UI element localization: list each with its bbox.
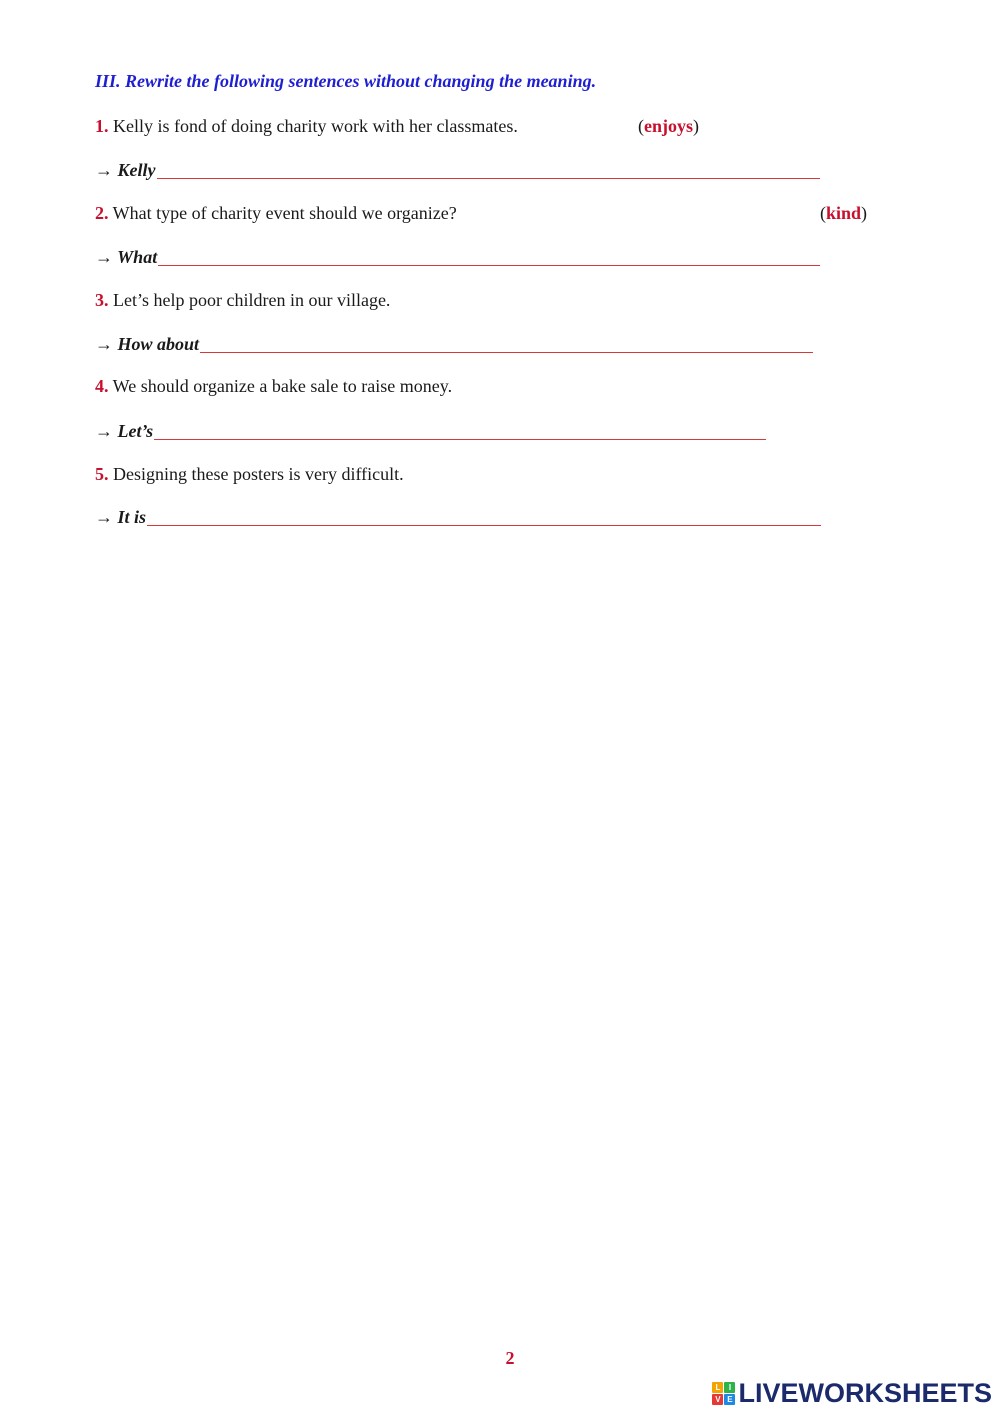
hint-open: ( <box>820 203 826 223</box>
question-3 <box>95 288 390 312</box>
question-text: Let’s help poor children in our village. <box>108 290 391 310</box>
brand-tile-e: E <box>724 1394 735 1405</box>
question-number: 3. <box>95 290 109 310</box>
answer-prefix: → Kelly <box>95 160 156 180</box>
liveworksheets-logo <box>712 1379 992 1407</box>
brand-text: LIVEWORKSHEETS <box>738 1378 992 1408</box>
hint-close: ) <box>861 203 868 223</box>
hint-word: enjoys <box>644 116 693 136</box>
answer-blank-2[interactable] <box>158 247 820 266</box>
question-text: Kelly is fond of doing charity work with her classmates. <box>108 116 518 136</box>
question-4 <box>95 374 452 398</box>
answer-blank-1[interactable] <box>157 160 820 179</box>
question-2 <box>95 201 457 225</box>
question-text: Designing these posters is very difficult. <box>108 464 404 484</box>
hint-1 <box>638 114 699 138</box>
brand-tile-v: V <box>712 1394 723 1405</box>
hint-word: kind <box>826 203 862 223</box>
brand-tile-i: I <box>724 1382 735 1393</box>
answer-prefix: → What <box>95 247 158 267</box>
question-text: We should organize a bake sale to raise money. <box>108 376 453 396</box>
question-text: What type of charity event should we organize? <box>108 203 457 223</box>
question-number: 4. <box>95 376 109 396</box>
answer-line-5 <box>95 504 821 529</box>
brand-tile-l: L <box>712 1382 723 1393</box>
answer-prefix: → How about <box>95 334 200 354</box>
answer-line-1 <box>95 157 820 182</box>
hint-open: ( <box>638 116 644 136</box>
answer-blank-4[interactable] <box>154 421 766 440</box>
brand-icon <box>712 1382 735 1405</box>
answer-line-2 <box>95 244 820 269</box>
answer-blank-5[interactable] <box>147 507 821 526</box>
question-number: 5. <box>95 464 109 484</box>
answer-blank-3[interactable] <box>200 334 813 353</box>
hint-2 <box>820 201 867 225</box>
answer-prefix: → It is <box>95 507 147 527</box>
question-number: 2. <box>95 203 109 223</box>
question-1 <box>95 114 518 138</box>
section-title: III. Rewrite the following sentences without changing the meaning. <box>95 71 597 91</box>
answer-line-3 <box>95 331 813 356</box>
answer-prefix: → Let’s <box>95 421 154 441</box>
hint-close: ) <box>693 116 699 136</box>
question-5 <box>95 462 404 486</box>
page-number: 2 <box>505 1348 515 1368</box>
question-number: 1. <box>95 116 109 136</box>
answer-line-4 <box>95 418 766 443</box>
